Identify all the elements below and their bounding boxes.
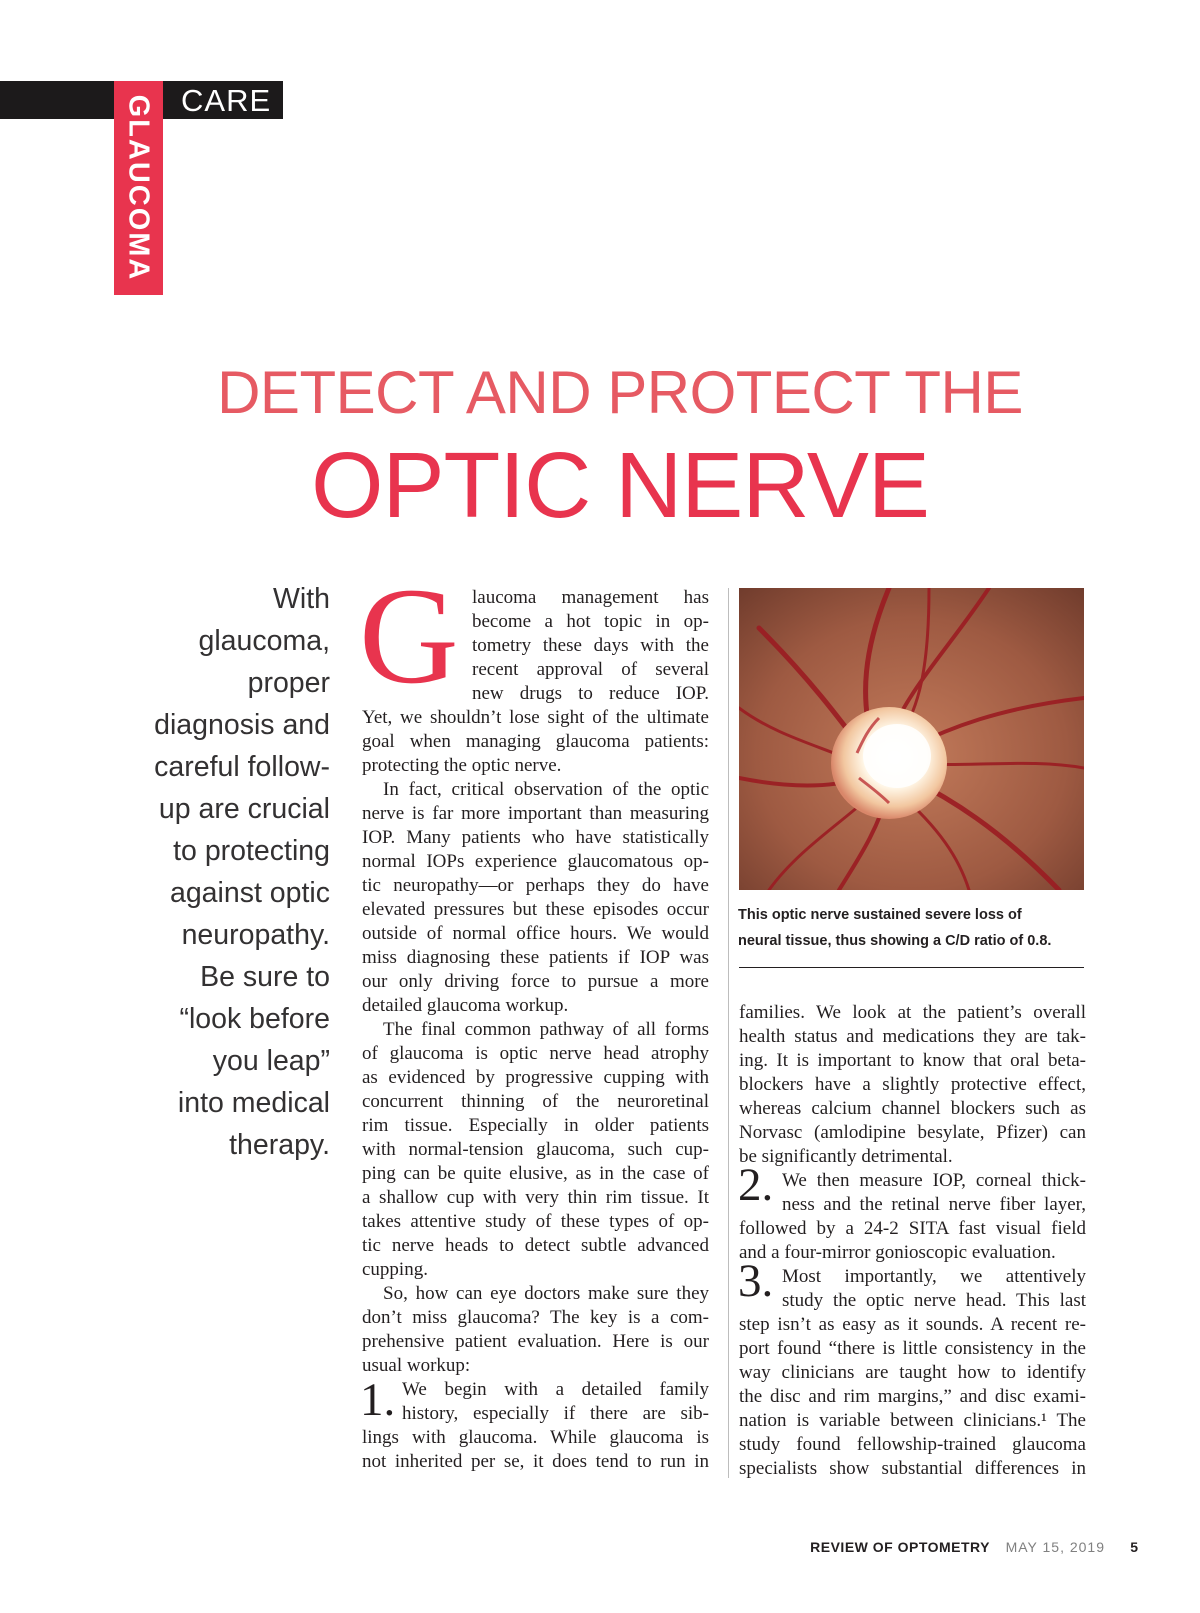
body-line: followed by a 24-2 SITA fast visual field	[739, 1218, 1086, 1239]
pull-quote-line: glaucoma,	[198, 625, 330, 657]
body-line: as evidenced by progressive cupping with	[362, 1067, 709, 1088]
body-line: cupping.	[362, 1259, 428, 1280]
body-line: study found fellowship-trained glaucoma	[739, 1434, 1086, 1455]
body-line: outside of normal office hours. We would	[362, 923, 709, 944]
body-line: whereas calcium channel blockers such as	[739, 1098, 1086, 1119]
body-line: with normal-tension glaucoma, such cup-	[362, 1139, 709, 1160]
footer-publication: REVIEW OF OPTOMETRY	[810, 1539, 990, 1555]
pull-quote-line: you leap”	[212, 1045, 330, 1077]
body-column-2	[739, 1001, 1086, 1481]
body-line: Norvasc (amlodipine besylate, Pfizer) can	[739, 1122, 1086, 1143]
body-line: Most importantly, we attentively	[782, 1266, 1086, 1287]
section-label: CARE	[181, 83, 272, 118]
caption-rule	[739, 967, 1084, 968]
body-line: a shallow cup with very thin rim tissue. It	[362, 1187, 709, 1208]
pull-quote-line: to protecting	[173, 835, 330, 867]
body-line: ing. It is important to know that oral beta-	[739, 1050, 1086, 1071]
pull-quote-line: careful follow-	[154, 751, 330, 783]
footer-date: MAY 15, 2019	[1005, 1539, 1105, 1555]
body-line: of glaucoma is optic nerve head atrophy	[362, 1043, 709, 1064]
page-number: 5	[1130, 1539, 1138, 1555]
body-line: tic neuropathy—or perhaps they do have	[362, 875, 709, 896]
body-line: become a hot topic in op-	[472, 611, 709, 632]
body-line: history, especially if there are sib-	[402, 1403, 709, 1424]
body-line: concurrent thinning of the neuroretinal	[362, 1091, 709, 1112]
list-number-2: 2.	[738, 1159, 774, 1211]
column-divider	[728, 588, 729, 1478]
body-line: ness and the retinal nerve fiber layer,	[782, 1194, 1086, 1215]
body-line: tic nerve heads to detect subtle advanced	[362, 1235, 709, 1256]
body-line: tometry these days with the	[472, 635, 709, 656]
body-line: don’t miss glaucoma? The key is a com-	[362, 1307, 709, 1328]
body-line: We then measure IOP, corneal thick-	[782, 1170, 1086, 1191]
pull-quote-line: up are crucial	[158, 793, 330, 825]
body-line: IOP. Many patients who have statistically	[362, 827, 709, 848]
body-line: port found “there is little consistency in the	[739, 1338, 1086, 1359]
body-line: recent approval of several	[472, 659, 709, 680]
body-line: detailed glaucoma workup.	[362, 995, 569, 1016]
body-line: our only driving force to pursue a more	[362, 971, 709, 992]
section-tab-label: GLAUCOMA	[122, 94, 155, 282]
pull-quote-line: into medical	[177, 1087, 330, 1119]
pull-quote-line: With	[273, 583, 330, 615]
list-number-3: 3.	[738, 1255, 774, 1307]
pull-quote	[100, 578, 330, 1166]
body-line: study the optic nerve head. This last	[782, 1290, 1086, 1311]
pull-quote-line: against optic	[169, 877, 330, 909]
body-line: We begin with a detailed family	[402, 1379, 709, 1400]
body-line: families. We look at the patient’s overall	[739, 1002, 1086, 1023]
list-number-1: 1.	[360, 1374, 396, 1426]
headline-line-1: DETECT AND PROTECT THE	[217, 359, 1023, 426]
body-line: blockers have a slightly protective effect,	[739, 1074, 1086, 1095]
figure-caption-line: This optic nerve sustained severe loss of	[738, 907, 1022, 923]
body-line: and a four-mirror gonioscopic evaluation.	[739, 1242, 1056, 1263]
body-line: prehensive patient evaluation. Here is our	[362, 1331, 709, 1352]
body-line: protecting the optic nerve.	[362, 755, 562, 776]
body-line: takes attentive study of these types of op-	[362, 1211, 709, 1232]
body-line: new drugs to reduce IOP.	[472, 683, 709, 704]
body-line: specialists show substantial differences in	[739, 1458, 1086, 1479]
pull-quote-line: Be sure to	[200, 961, 330, 993]
body-line: elevated pressures but these episodes occur	[362, 899, 709, 920]
pull-quote-line: proper	[247, 667, 330, 699]
figure-caption	[738, 902, 1088, 954]
page-footer	[0, 1539, 1200, 1559]
body-line: In fact, critical observation of the optic	[383, 779, 709, 800]
pull-quote-line: therapy.	[229, 1129, 330, 1161]
body-line: ping can be quite elusive, as in the case of	[362, 1163, 709, 1184]
pull-quote-line: neuropathy.	[181, 919, 330, 951]
drop-cap: G	[359, 559, 459, 712]
body-line: usual workup:	[362, 1355, 471, 1376]
body-line: Yet, we shouldn’t lose sight of the ultimate	[362, 707, 709, 728]
body-line: step isn’t as easy as it sounds. A recent re-	[739, 1314, 1086, 1335]
headline-line-2: OPTIC NERVE	[311, 433, 929, 537]
body-line: So, how can eye doctors make sure they	[383, 1283, 709, 1304]
body-line: not inherited per se, it does tend to run in	[362, 1451, 709, 1472]
body-line: lings with glaucoma. While glaucoma is	[362, 1427, 709, 1448]
body-line: health status and medications they are tak-	[739, 1026, 1086, 1047]
pull-quote-line: diagnosis and	[154, 709, 330, 741]
body-line: the disc and rim margins,” and disc exami-	[739, 1386, 1086, 1407]
body-line: nerve is far more important than measuring	[362, 803, 709, 824]
body-line: laucoma management has	[472, 587, 709, 608]
optic-nerve-photo	[739, 588, 1084, 890]
body-line: goal when managing glaucoma patients:	[362, 731, 709, 752]
body-line: The final common pathway of all forms	[383, 1019, 709, 1040]
body-line: miss diagnosing these patients if IOP was	[362, 947, 709, 968]
body-line: way clinicians are taught how to identify	[739, 1362, 1086, 1383]
figure-caption-line: neural tissue, thus showing a C/D ratio of 0.8.	[738, 933, 1052, 949]
body-line: normal IOPs experience glaucomatous op-	[362, 851, 709, 872]
body-column-1	[362, 586, 709, 1474]
pull-quote-line: “look before	[179, 1003, 330, 1035]
body-line: rim tissue. Especially in older patients	[362, 1115, 709, 1136]
body-line: nation is variable between clinicians.¹ The	[739, 1410, 1086, 1431]
body-line: be significantly detrimental.	[739, 1146, 953, 1167]
